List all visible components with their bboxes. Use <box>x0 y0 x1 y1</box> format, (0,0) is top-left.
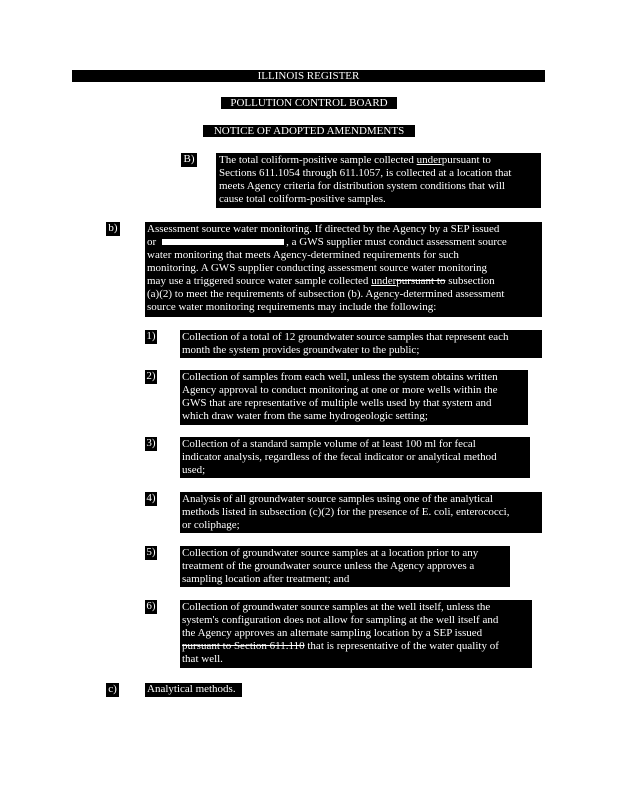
item-1-label: 1) <box>146 330 156 342</box>
redaction-mark <box>162 239 284 245</box>
item-b-line-4: monitoring. A GWS supplier conducting assessment source water monitoring <box>147 262 488 274</box>
item-B-label: B) <box>181 153 197 167</box>
item-b-line-2: or , a GWS supplier must conduct assessment source <box>147 236 507 248</box>
item-b-line-7: source water monitoring requirements may include the following: <box>147 301 437 313</box>
item-2-line-3: GWS that are representative of multiple wells used by that system and <box>182 397 492 409</box>
item-6-label: 6) <box>146 600 156 612</box>
item-B-line-1: The total coliform-positive sample collected underpursuant to <box>219 154 491 166</box>
item-B-line-3: meets Agency criteria for distribution system conditions that will <box>219 180 505 192</box>
item-1-line-1: Collection of a total of 12 groundwater source samples that represent each <box>182 331 509 343</box>
item-4-line-3: or coliphage; <box>182 519 240 531</box>
item-b-line-3: water monitoring that meets Agency-determined requirements for such <box>147 249 459 261</box>
item-b-label: b) <box>106 222 120 236</box>
item-c-heading: Analytical methods. <box>145 683 242 697</box>
item-3-line-3: used; <box>182 464 206 476</box>
item-3-line-2: indicator analysis, regardless of the fecal indicator or analytical method <box>182 451 497 463</box>
item-B-line-2: Sections 611.1054 through 611.1057, is collected at a location that <box>219 167 512 179</box>
item-6-line-2: system's configuration does not allow for sampling at the well itself and <box>182 614 499 626</box>
item-6-line-1: Collection of groundwater source samples at the well itself, unless the <box>182 601 491 613</box>
notice-title: NOTICE OF ADOPTED AMENDMENTS <box>203 125 415 137</box>
item-4-line-1: Analysis of all groundwater source samples using one of the analytical <box>182 493 493 505</box>
item-5-line-3: sampling location after treatment; and <box>182 573 350 585</box>
item-1-line-2: month the system provides groundwater to the public; <box>182 344 420 356</box>
item-5-line-1: Collection of groundwater source samples at a location prior to any <box>182 547 479 559</box>
item-6-line-4: pursuant to Section 611.110 that is representative of the water quality of <box>182 640 499 652</box>
item-2-line-1: Collection of samples from each well, unless the system obtains written <box>182 371 498 383</box>
item-5-line-2: treatment of the groundwater source unless the Agency approves a <box>182 560 475 572</box>
item-c-label: c) <box>106 683 119 697</box>
item-B-line-4: cause total coliform-positive samples. <box>219 193 386 205</box>
item-b-line-5: may use a triggered source water sample collected underpursuant to subsection <box>147 275 495 287</box>
board-title: POLLUTION CONTROL BOARD <box>221 97 397 109</box>
item-b-line-1: Assessment source water monitoring. If directed by the Agency by a SEP issued <box>147 223 500 235</box>
register-title: ILLINOIS REGISTER <box>72 70 545 82</box>
item-6-line-5: that well. <box>182 653 223 665</box>
item-2-label: 2) <box>146 370 156 382</box>
item-b-line-6: (a)(2) to meet the requirements of subsection (b). Agency-determined assessment <box>147 288 505 300</box>
item-2-line-2: Agency approval to conduct monitoring at one or more wells within the <box>182 384 498 396</box>
item-5-label: 5) <box>146 546 156 558</box>
item-3-line-1: Collection of a standard sample volume of at least 100 ml for fecal <box>182 438 476 450</box>
item-4-line-2: methods listed in subsection (c)(2) for the presence of E. coli, enterococci, <box>182 506 510 518</box>
item-6-line-3: the Agency approves an alternate sampling location by a SEP issued <box>182 627 483 639</box>
item-3-label: 3) <box>146 437 156 449</box>
item-2-line-4: which draw water from the same hydrogeologic setting; <box>182 410 428 422</box>
item-4-label: 4) <box>146 492 156 504</box>
